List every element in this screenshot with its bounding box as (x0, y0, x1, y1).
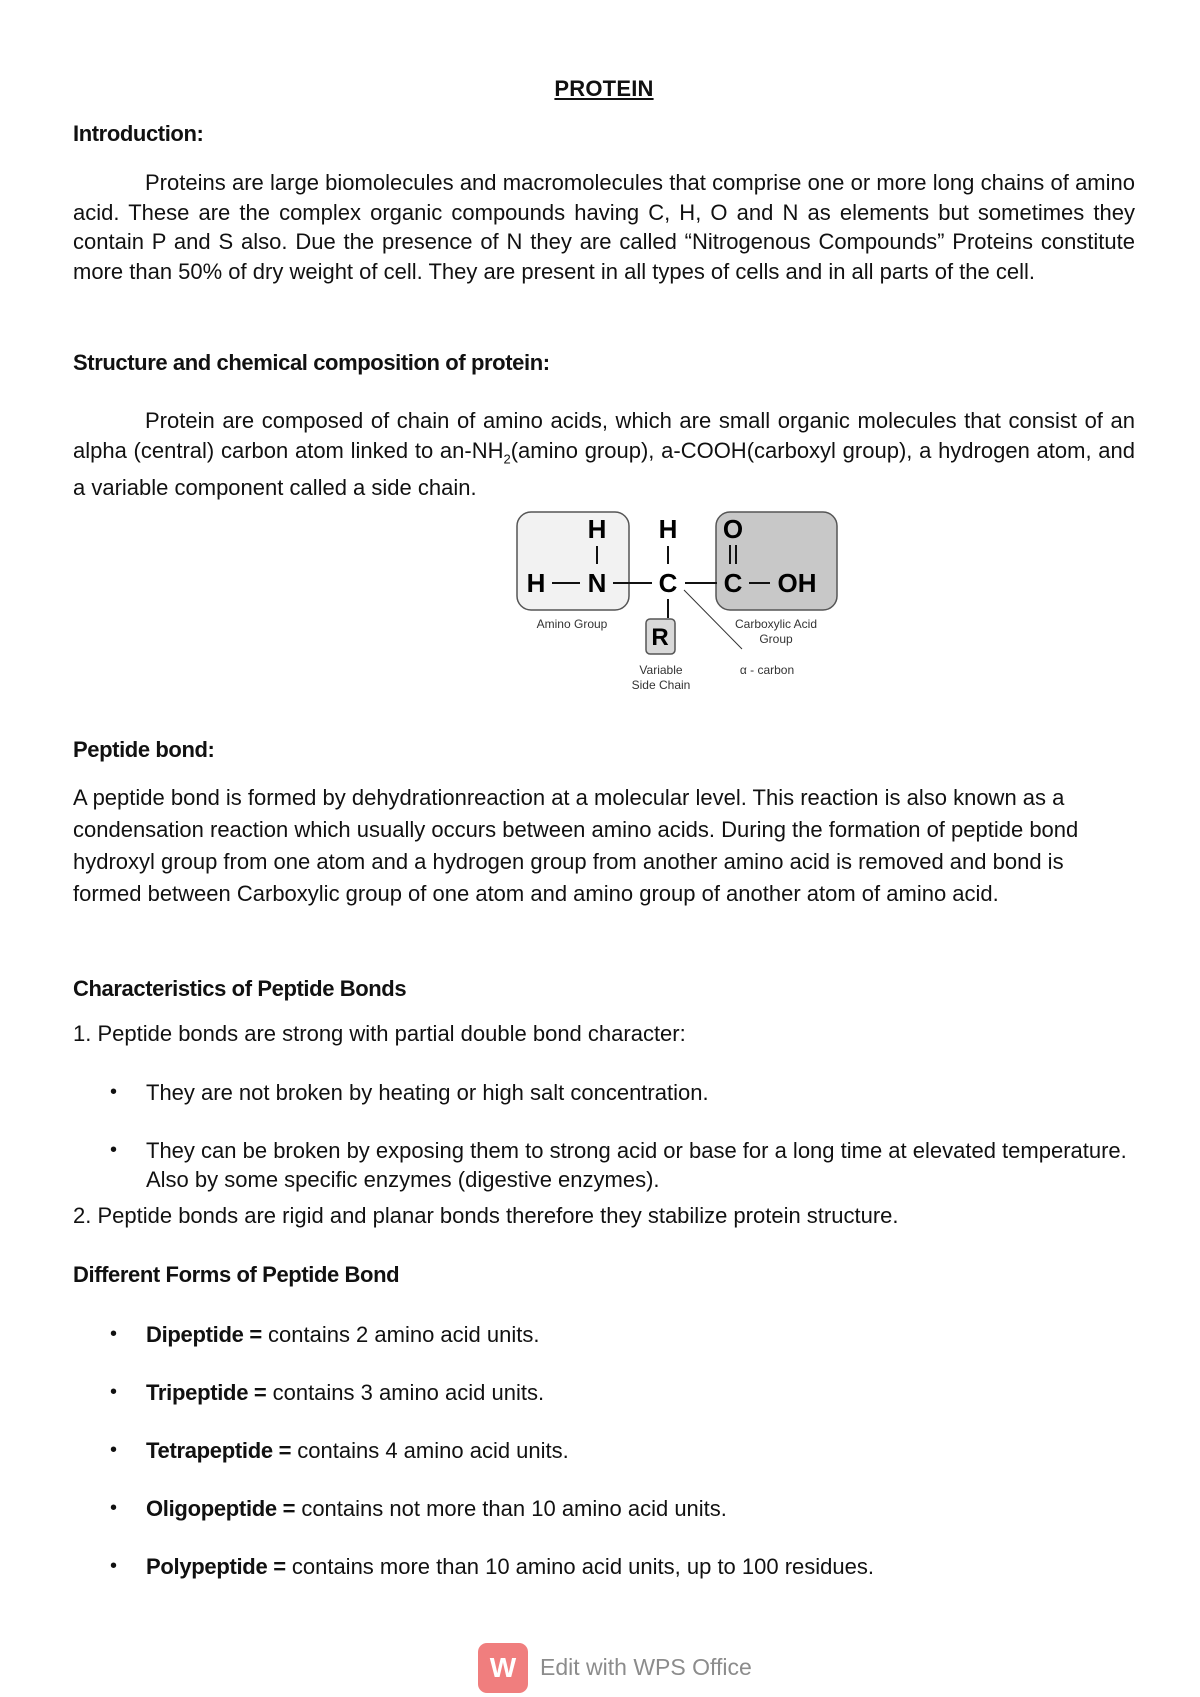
form-desc: contains 3 amino acid units. (266, 1380, 545, 1405)
forms-item-dipeptide (146, 1320, 1136, 1349)
atom-h-amino-left: H (526, 568, 546, 598)
atom-oh: OH (777, 568, 817, 598)
label-carboxylic-line2: Group (759, 632, 793, 646)
structure-paragraph (73, 406, 1135, 503)
characteristics-bullet-1: • They are not broken by heating or high salt concentration. (146, 1078, 1136, 1107)
atom-o: O (722, 514, 744, 544)
structure-text-before: Protein are composed of chain of amino acids, which are small organic molecules that consist of an alpha (central) carbon atom linked to an-NH (73, 408, 1135, 463)
wps-logo-icon: W (478, 1643, 528, 1693)
forms-heading: Different Forms of Peptide Bond (73, 1262, 400, 1287)
atom-c-carboxyl: C (723, 568, 743, 598)
wps-edit-banner[interactable] (478, 1643, 778, 1693)
label-alpha-carbon: α - carbon (739, 663, 795, 677)
characteristics-bullet-2: • They can be broken by exposing them to strong acid or base for a long time at elevated temperature. Also by some specific enzymes (digestive enzymes). (146, 1136, 1136, 1194)
form-term: Tripeptide = (146, 1380, 267, 1405)
intro-paragraph (73, 168, 1135, 286)
characteristics-point-1: 1. Peptide bonds are strong with partial double bond character: (73, 1021, 686, 1046)
form-desc: contains not more than 10 amino acid units. (295, 1496, 727, 1521)
intro-heading: Introduction: (73, 121, 204, 146)
peptide-paragraph: A peptide bond is formed by dehydrationreaction at a molecular level. This reaction is also known as a condensation reaction which usually occurs between amino acids. During the formation of peptide bond hydroxyl group from one atom and a hydrogen group from another amino acid is removed and bond is formed between Carboxylic group of one atom and amino group of another atom of amino acid. (73, 785, 1079, 906)
label-amino-group: Amino Group (536, 617, 608, 631)
form-term: Polypeptide = (146, 1554, 286, 1579)
form-term: Dipeptide = (146, 1322, 262, 1347)
form-desc: contains 4 amino acid units. (291, 1438, 569, 1463)
peptide-heading: Peptide bond: (73, 737, 215, 762)
atom-n: N (587, 568, 607, 598)
structure-subscript: 2 (503, 450, 511, 466)
atom-r: R (651, 624, 669, 651)
form-desc: contains 2 amino acid units. (261, 1322, 540, 1347)
intro-text: Proteins are large biomolecules and macromolecules that comprise one or more long chains of amino acid. These are the complex organic compounds having C, H, O and N as elements but sometimes they contain P and S also. Due the presence of N they are called “Nitrogenous Compounds” Proteins constitute more than 50% of dry weight of cell. They are present in all types of cells and in all parts of the cell. (73, 170, 1135, 284)
page-title: PROTEIN (554, 76, 654, 101)
form-term: Oligopeptide = (146, 1496, 296, 1521)
atom-h-amino-top: H (587, 514, 607, 544)
forms-item-oligopeptide (146, 1494, 1136, 1523)
structure-text-after: (amino group), a-COOH(carboxyl group), a hydrogen atom, and a variable component called a side chain. (73, 437, 1136, 501)
label-carboxylic-line1: Carboxylic Acid (734, 617, 818, 631)
structure-heading: Structure and chemical composition of protein: (73, 350, 550, 375)
atom-h-alpha: H (658, 514, 678, 544)
wps-edit-link[interactable]: Edit with WPS Office (540, 1654, 752, 1680)
characteristics-heading: Characteristics of Peptide Bonds (73, 976, 407, 1001)
forms-item-polypeptide (146, 1552, 1136, 1581)
form-term: Tetrapeptide = (146, 1438, 292, 1463)
forms-item-tripeptide (146, 1378, 1136, 1407)
label-variable-line2: Side Chain (631, 678, 691, 692)
form-desc: contains more than 10 amino acid units, up to 100 residues. (285, 1554, 874, 1579)
characteristics-point-2: 2. Peptide bonds are rigid and planar bonds therefore they stabilize protein structure. (73, 1203, 899, 1228)
forms-item-tetrapeptide (146, 1436, 1136, 1465)
amino-acid-structure-diagram (505, 504, 845, 704)
atom-c-alpha: C (658, 568, 678, 598)
label-variable-line1: Variable (639, 663, 683, 677)
